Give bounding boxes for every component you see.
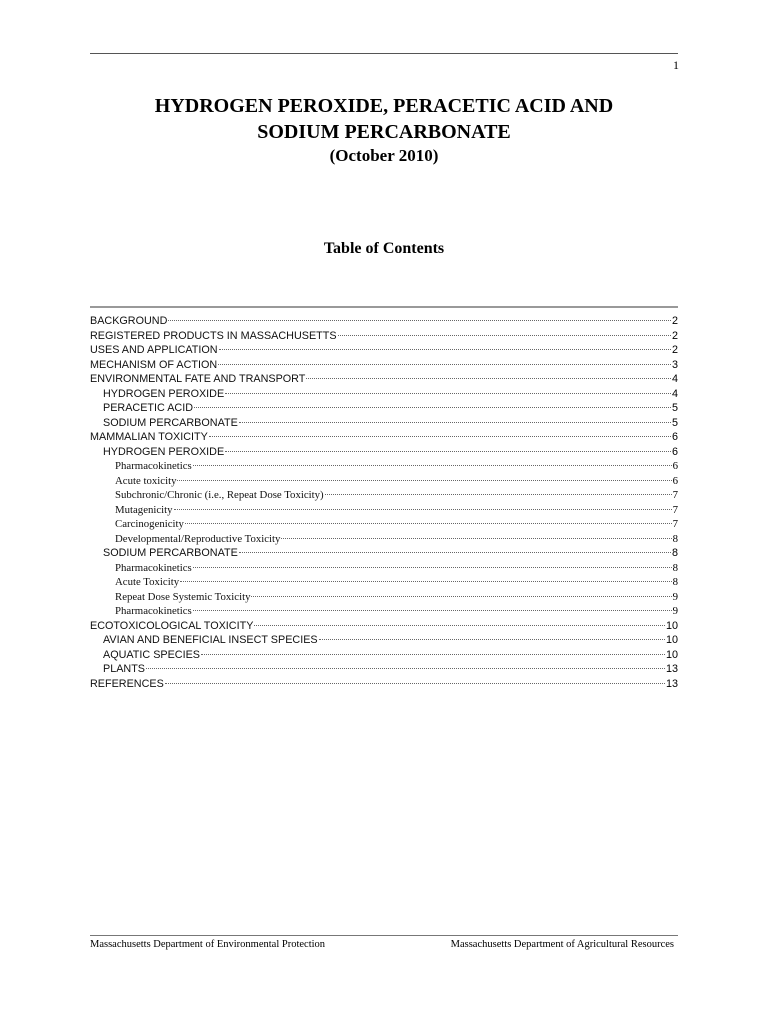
toc-entry-label[interactable]: Mutagenicity xyxy=(115,503,173,516)
toc-entry-page[interactable]: 8 xyxy=(672,561,678,574)
toc-entry-label[interactable]: SODIUM PERCARBONATE xyxy=(103,416,238,429)
toc-entry[interactable] xyxy=(90,430,678,445)
footer-right: Massachusetts Department of Agricultural Resources xyxy=(450,939,674,950)
toc-entry-label[interactable]: Pharmacokinetics xyxy=(115,561,192,574)
toc-entry[interactable] xyxy=(90,445,678,460)
toc-entry-label[interactable]: AVIAN AND BENEFICIAL INSECT SPECIES xyxy=(103,634,318,646)
toc-leader-dots xyxy=(325,494,672,495)
toc-entry-label[interactable]: USES AND APPLICATION xyxy=(90,344,218,356)
toc-entry-page[interactable]: 7 xyxy=(672,518,678,530)
toc-entry[interactable] xyxy=(90,401,678,416)
toc-leader-dots xyxy=(194,407,671,408)
toc-leader-dots xyxy=(165,683,665,684)
toc-entry-page[interactable]: 9 xyxy=(672,605,678,617)
toc-entry[interactable] xyxy=(90,633,678,648)
toc-entry[interactable] xyxy=(90,314,678,329)
toc-entry[interactable] xyxy=(90,546,678,561)
toc-entry-page[interactable]: 2 xyxy=(671,315,678,327)
toc-entry-label[interactable]: SODIUM PERCARBONATE xyxy=(103,547,238,559)
toc-entry-page[interactable]: 4 xyxy=(671,387,678,400)
toc-leader-dots xyxy=(193,610,672,611)
toc-leader-dots xyxy=(306,378,671,379)
document-date: (October 2010) xyxy=(329,146,439,165)
toc-entry[interactable] xyxy=(90,474,678,489)
toc-entry-label[interactable]: Developmental/Reproductive Toxicity xyxy=(115,532,281,545)
toc-entry-label[interactable]: REFERENCES xyxy=(90,677,164,690)
toc-entry-label[interactable]: PERACETIC ACID xyxy=(103,402,193,414)
toc-entry[interactable] xyxy=(90,387,678,402)
toc-entry-page[interactable]: 8 xyxy=(671,547,678,559)
toc-entry-label[interactable]: Acute Toxicity xyxy=(115,576,180,588)
toc-entry-label[interactable]: Acute toxicity xyxy=(115,474,177,487)
table-of-contents xyxy=(90,314,678,691)
toc-entry[interactable] xyxy=(90,648,678,663)
toc-leader-dots xyxy=(319,639,665,640)
toc-leader-dots xyxy=(225,451,671,452)
toc-entry-page[interactable]: 6 xyxy=(672,474,678,487)
toc-entry-page[interactable]: 5 xyxy=(671,416,678,429)
toc-entry-page[interactable]: 10 xyxy=(665,619,678,632)
toc-entry-label[interactable]: AQUATIC SPECIES xyxy=(103,648,200,661)
toc-entry[interactable] xyxy=(90,372,678,387)
toc-leader-dots xyxy=(251,596,671,597)
toc-leader-dots xyxy=(218,364,671,365)
toc-entry-page[interactable]: 13 xyxy=(665,663,678,675)
toc-entry[interactable] xyxy=(90,329,678,344)
toc-entry[interactable] xyxy=(90,677,678,692)
toc-entry-page[interactable]: 4 xyxy=(671,373,678,385)
toc-entry-page[interactable]: 6 xyxy=(672,460,678,472)
document-title xyxy=(0,93,768,145)
toc-entry-label[interactable]: Carcinogenicity xyxy=(115,518,184,530)
toc-leader-dots xyxy=(281,538,671,539)
toc-entry-page[interactable]: 6 xyxy=(671,445,678,458)
toc-entry[interactable] xyxy=(90,619,678,634)
footer-left: Massachusetts Department of Environmental Protection xyxy=(90,939,326,950)
title-line-1: HYDROGEN PEROXIDE, PERACETIC ACID AND xyxy=(154,95,614,117)
toc-entry[interactable] xyxy=(90,575,678,590)
toc-leader-dots xyxy=(219,349,671,350)
toc-entry[interactable] xyxy=(90,561,678,576)
toc-entry[interactable] xyxy=(90,503,678,518)
toc-leader-dots xyxy=(174,509,672,510)
toc-entry-page[interactable]: 2 xyxy=(671,344,678,356)
toc-entry[interactable] xyxy=(90,488,678,503)
toc-entry-page[interactable]: 6 xyxy=(671,431,678,443)
toc-heading: Table of Contents xyxy=(323,240,445,257)
toc-leader-dots xyxy=(168,320,671,321)
toc-entry[interactable] xyxy=(90,532,678,547)
toc-entry-page[interactable]: 7 xyxy=(672,503,678,516)
toc-entry[interactable] xyxy=(90,590,678,605)
toc-entry-label[interactable]: ENVIRONMENTAL FATE AND TRANSPORT xyxy=(90,373,306,385)
toc-entry-page[interactable]: 8 xyxy=(672,532,678,545)
toc-entry[interactable] xyxy=(90,358,678,373)
toc-entry[interactable] xyxy=(90,517,678,532)
toc-leader-dots xyxy=(254,625,665,626)
toc-entry-label[interactable]: REGISTERED PRODUCTS IN MASSACHUSETTS xyxy=(90,329,337,342)
toc-leader-dots xyxy=(146,668,665,669)
toc-entry-label[interactable]: PLANTS xyxy=(103,663,146,675)
page-number: 1 xyxy=(673,58,679,72)
toc-entry-label[interactable]: Pharmacokinetics xyxy=(115,605,192,617)
header-rule xyxy=(90,53,678,54)
toc-leader-dots xyxy=(180,581,671,582)
toc-entry-page[interactable]: 5 xyxy=(671,402,678,414)
title-line-2: SODIUM PERCARBONATE xyxy=(257,121,511,143)
toc-entry-label[interactable]: HYDROGEN PEROXIDE xyxy=(103,445,225,458)
toc-entry[interactable] xyxy=(90,662,678,677)
toc-entry-page[interactable]: 9 xyxy=(672,590,678,603)
toc-entry-label[interactable]: MAMMALIAN TOXICITY xyxy=(90,431,208,443)
toc-leader-dots xyxy=(201,654,665,655)
toc-leader-dots xyxy=(239,552,671,553)
toc-leader-dots xyxy=(209,436,671,437)
toc-entry-page[interactable]: 2 xyxy=(671,329,678,342)
toc-leader-dots xyxy=(338,335,671,336)
toc-leader-dots xyxy=(193,465,672,466)
toc-entry-page[interactable]: 3 xyxy=(671,358,678,371)
toc-entry[interactable] xyxy=(90,604,678,619)
toc-entry-label[interactable]: Subchronic/Chronic (i.e., Repeat Dose Toxicity) xyxy=(115,489,324,501)
toc-leader-dots xyxy=(193,567,672,568)
toc-entry-label[interactable]: MECHANISM OF ACTION xyxy=(90,358,218,371)
toc-entry-page[interactable]: 10 xyxy=(665,648,678,661)
toc-entry-label[interactable]: HYDROGEN PEROXIDE xyxy=(103,387,225,400)
toc-entry-page[interactable]: 7 xyxy=(672,489,678,501)
toc-entry[interactable] xyxy=(90,459,678,474)
toc-leader-dots xyxy=(239,422,671,423)
footer-rule xyxy=(90,935,678,936)
toc-leader-dots xyxy=(185,523,672,524)
toc-entry-label[interactable]: ECOTOXICOLOGICAL TOXICITY xyxy=(90,619,254,632)
toc-entry-page[interactable]: 8 xyxy=(672,576,678,588)
toc-entry[interactable] xyxy=(90,416,678,431)
toc-entry-label[interactable]: Repeat Dose Systemic Toxicity xyxy=(115,590,251,603)
toc-entry[interactable] xyxy=(90,343,678,358)
toc-entry-page[interactable]: 13 xyxy=(665,677,678,690)
toc-rule xyxy=(90,306,678,308)
toc-leader-dots xyxy=(225,393,671,394)
toc-entry-page[interactable]: 10 xyxy=(665,634,678,646)
toc-leader-dots xyxy=(177,480,671,481)
toc-entry-label[interactable]: Pharmacokinetics xyxy=(115,460,192,472)
toc-entry-label[interactable]: BACKGROUND xyxy=(90,315,168,327)
